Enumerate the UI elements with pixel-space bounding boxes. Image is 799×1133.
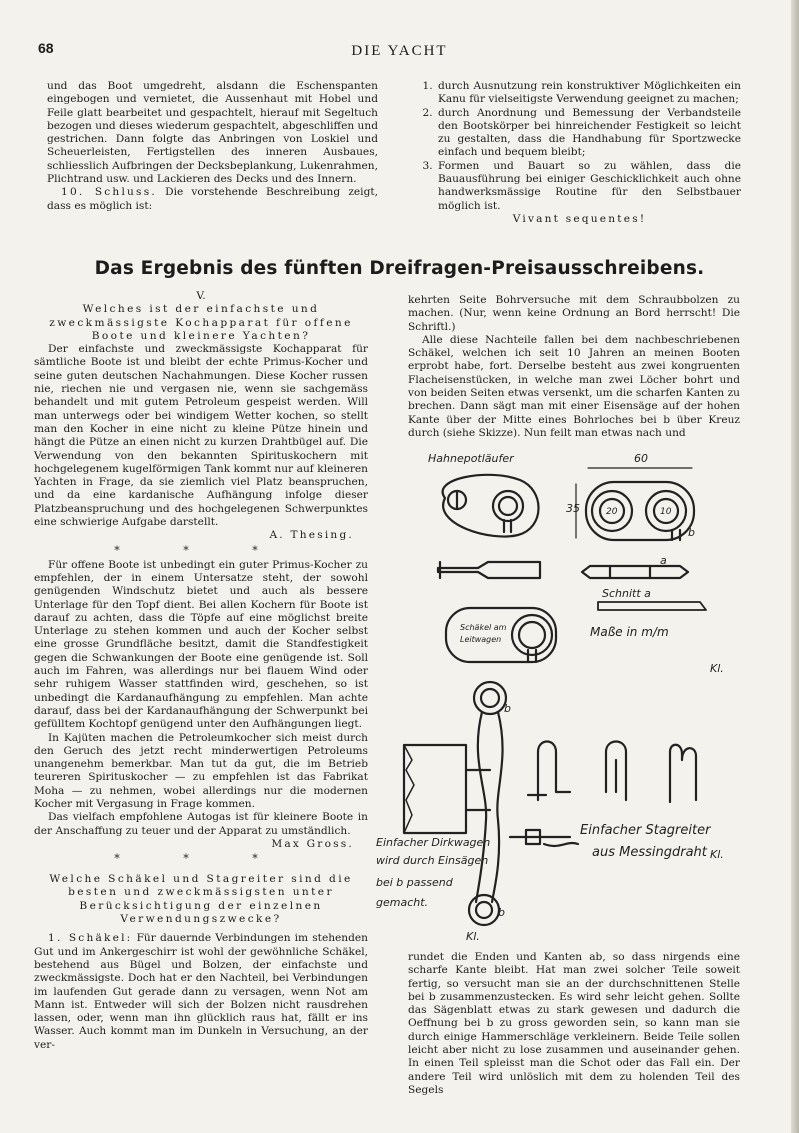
sketch-label: Einfacher Dirkwagen <box>376 836 491 849</box>
author-name: A. Thesing. <box>269 529 354 542</box>
shackle-sketch <box>370 440 750 945</box>
sketch-label: b <box>688 526 695 539</box>
page-number: 68 <box>38 40 54 56</box>
sketch-label: Maße in m/m <box>590 625 669 639</box>
page-edge-shadow <box>791 0 799 1133</box>
paragraph <box>47 186 378 213</box>
list-item: 2. durch Anordnung und Bemessung der Verbandsteile den Bootskörper bei hinreichender Festigkeit so leicht zu gestalten, dass die Handhabung für Sportzwecke einfach und bequem bleibt; <box>436 107 741 160</box>
numbered-list <box>418 80 741 213</box>
sketch-label: Hahnepotläufer <box>428 452 514 465</box>
sketch-label: wird durch Einsägen <box>376 854 489 867</box>
hahnepot-shackle-drawing <box>443 475 539 537</box>
list-item: 3. Formen und Bauart so zu wählen, dass die Bauausführung bei einiger Geschicklichkeit auch ohne handwerksmässige Routine für den Selbstbauer möglich ist. <box>436 160 741 213</box>
sketch-label: Kl. <box>710 848 724 861</box>
left-column <box>34 290 368 1052</box>
section-divider: * * * <box>114 543 288 557</box>
paragraph: Für offene Boote ist unbedingt ein guter Primus-Kocher zu empfehlen, der in einem Untersatze steht, der sowohl genügenden Windschutz bietet und auch als bessere Unterlage für den Topf dient. Bei allen Kochern für Boote ist darauf zu achten, dass die Töpfe auf eine möglichst breite Unterlage zu stehen kommen und auch der Kocher selbst eine grosse Grundfläche besitzt, damit die Standfestigkeit gegen die Schwankungen der Boote eine genügende ist. Soll auch im Fahren, was allerdings nur bei flauem Wind oder sehr ruhigem Wasser stattfinden wird, geschehen, so ist unbedingt die Kardanaufhängung zu empfehlen. Man achte darauf, dass bei der Kardanaufhängung der Schwerpunkt bei gefülltem Kochtopf genügend unter den Aufhängungen liegt. <box>34 558 368 731</box>
author-name: Max Gross. <box>271 837 354 850</box>
top-left-column <box>47 80 378 213</box>
section-divider: * * * <box>114 852 288 866</box>
sketch-label: bei b passend <box>376 876 453 889</box>
sketch-label: 60 <box>634 452 648 465</box>
right-column-top <box>408 294 740 440</box>
sketch-label: 20 <box>606 507 618 517</box>
sketch-label: Kl. <box>466 930 480 943</box>
sketch-label: Einfacher Stagreiter <box>580 823 711 838</box>
double-eye-plate-drawing <box>576 468 694 540</box>
right-column-bottom <box>408 951 740 1097</box>
section-lead: 10. Schluss. <box>61 186 157 199</box>
closing-line: Vivant sequentes! <box>512 212 647 225</box>
paragraph: Das vielfach empfohlene Autogas ist für kleinere Boote in der Anschaffung zu teuer und der Apparat zu umständlich. <box>34 811 368 837</box>
paragraph: 1. Schäkel: Für dauernde Verbindungen im stehenden Gut und im Ankergeschirr ist wohl der gewöhnliche Schäkel, bestehend aus Bügel und Bolzen, der einfachste und zweckmässigste. Doch hat er den Nachteil, bei Verbindungen im laufenden Gut gerade dann zu versagen, wenn Not am Mann ist. Entweder will sich der Bolzen nicht rausdrehen lassen, oder, wenn man ihn glücklich raus hat, fällt er ins Wasser. Auch kommt man im Dunkeln in Versuchung, an der ver- <box>34 932 368 1051</box>
paragraph: Alle diese Nachteile fallen bei dem nachbeschriebenen Schäkel, welchen ich seit 10 Jahren an meinen Booten erprobt habe, fort. Derselbe besteht aus zwei kongruenten Flacheisenstücken, in welche man zwei Löcher bohrt und von beiden Seiten etwas versenkt, um die scharfen Kanten zu brechen. Dann sägt man mit einer Eisensäge auf der hohen Kante über der Mitte eines Bohrloches bei b über Kreuz durch (siehe Skizze). Nun feilt man etwas nach und <box>408 333 741 439</box>
sketch-label: 35 <box>566 502 580 515</box>
paragraph: rundet die Enden und Kanten ab, so dass nirgends eine scharfe Kante bleibt. Hat man zwei solcher Teile soweit fertig, so versucht man sie an der durchschnittenen Stelle bei b zusammenzustecken. Es wird sehr leicht gehen. Sollte das Sägenblatt etwas zu stark gewesen und dadurch die Oeffnung bei b zu gross geworden sein, so kann man sie durch einige Hammerschläge verkleinern. Beide Teile sollen leicht aber nicht zu lose zusammen und auseinander gehen. In einen Teil spleisst man die Schot oder das Fall ein. Der andere Teil wird unlöslich mit dem zu holenden Teil des Segels <box>408 951 740 1096</box>
sketch-label: b <box>504 702 511 715</box>
sketch-label: Schnitt a <box>602 587 651 600</box>
sketch-label: Leitwagen <box>460 635 502 644</box>
sketch-label: aus Messingdraht <box>592 845 707 860</box>
paragraph: kehrten Seite Bohrversuche mit dem Schraubbolzen zu machen. (Nur, wenn keine Ordnung an Bord herrscht! Die Schriftl.) <box>408 294 740 333</box>
sketch-label: 10 <box>660 507 672 517</box>
paragraph: Der einfachste und zweckmässigste Kochapparat für sämtliche Boote ist und bleibt der echte Primus-Kocher und seine guten deutschen Nachahmungen. Diese Kocher russen nie, riechen nie und vergasen nie, wenn sie sachgemäss behandelt und mit gutem Petroleum gespeist werden. Will man unterwegs oder bei windigem Wetter kochen, so stellt man den Kocher in eine nicht zu kleine Pütze hinein und hängt die Pütze an einen nicht zu kurzen Drahtbügel auf. Die Verwendung von den bekannten Spirituskochern mit hochgelegenem kugelförmigen Tank kommt nur auf kleineren Yachten in Frage, da sie ziemlich viel Platz beanspruchen, und da eine kardanische Aufhängung infolge dieser Platzbeanspruchung und des hochgelegenen Schwerpunktes eine schwierige Aufgabe darstellt. <box>34 343 368 529</box>
list-item: 1. durch Ausnutzung rein konstruktiver Möglichkeiten ein Kanu für vielseitigste Verwendung geeignet zu machen; <box>436 80 741 107</box>
paragraph: und das Boot umgedreht, alsdann die Eschenspanten eingebogen und vernietet, die Aussenhaut mit Hobel und Feile glatt bearbeitet und gespachtelt, hierauf mit Segeltuch bezogen und dieses wiederum gespachtelt, abgeschliffen und gestrichen. Dann folgte das Anbringen von Loskiel und Scheuerleisten, Fertigstellen des inneren Ausbaues, schliesslich Aufbringen der Decksbeplankung, Lukenrahmen, Plichtrand usw. und Lackieren des Decks und des Innern. <box>47 80 378 186</box>
article-headline: Das Ergebnis des fünften Dreifragen-Preisausschreibens. <box>94 258 705 279</box>
side-view-drawings <box>438 562 706 610</box>
sketch-label: Kl. <box>710 662 724 675</box>
running-title: DIE YACHT <box>351 43 448 59</box>
sketch-label: a <box>660 554 667 567</box>
question-heading: Welche Schäkel und Stagreiter sind die besten und zweckmässigsten unter Berücksichtigung der einzelnen Verwendungszwecke? <box>49 873 353 926</box>
sketch-label: b <box>498 906 505 919</box>
top-right-column <box>418 80 741 226</box>
paragraph: In Kajüten machen die Petroleumkocher sich meist durch den Geruch des jetzt recht minderwertigen Petroleums unangenehm bemerkbar. Man tut da gut, die im Betrieb teureren Spirituskocher — zu empfehlen ist das Fabrikat Moha — zu nehmen, wobei allerdings nur die modernen Kocher mit Vergasung in Frage kommen. <box>34 731 368 810</box>
question-heading: Welches ist der einfachste und zweckmässigste Kochapparat für offene Boote und kleinere Yachten? <box>49 303 353 342</box>
section-number: V. <box>196 290 206 302</box>
sketch-label: Schäkel am <box>460 623 507 632</box>
sketch-label: gemacht. <box>376 896 429 909</box>
paragraph-text: Die vorstehende Beschreibung zeigt, dass es möglich ist: <box>47 186 378 212</box>
